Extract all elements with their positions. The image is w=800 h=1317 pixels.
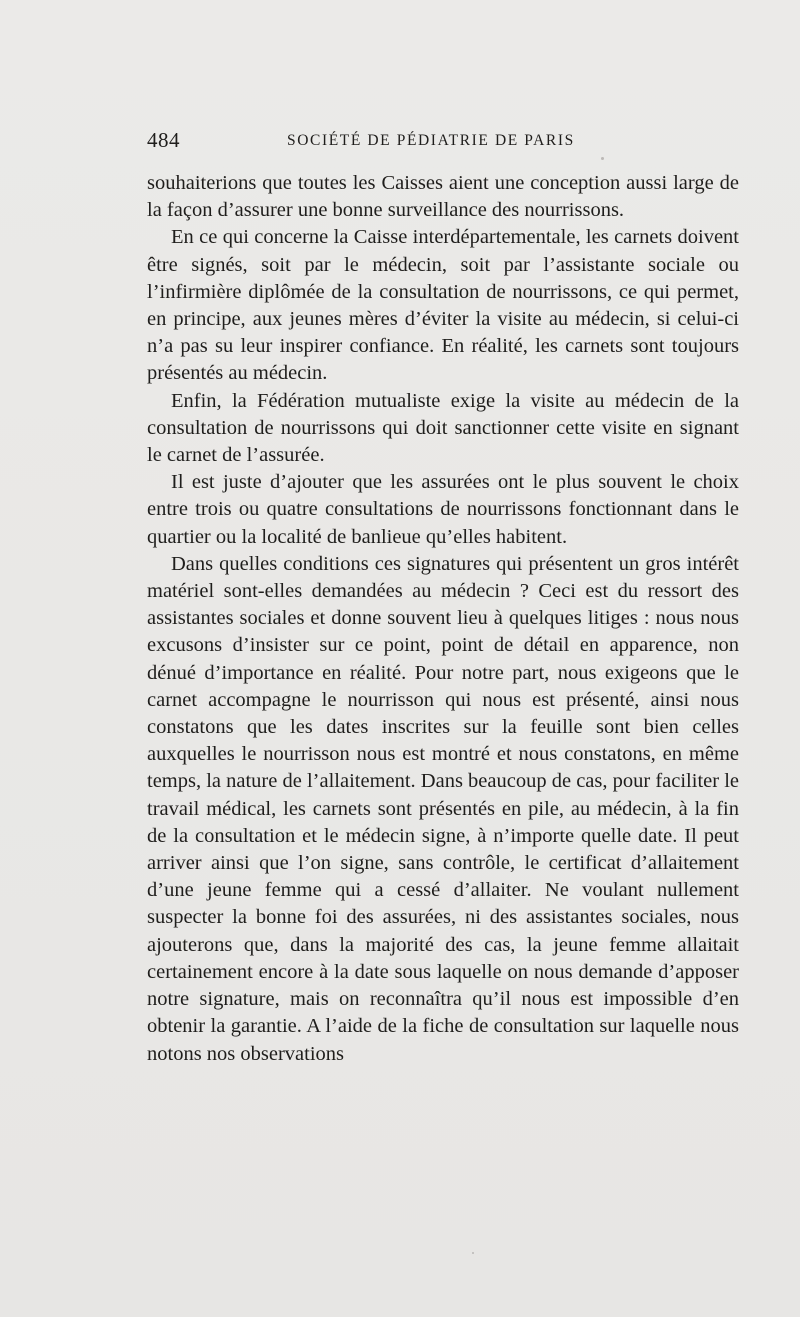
body-text	[147, 170, 739, 1068]
running-title: SOCIÉTÉ DE PÉDIATRIE DE PARIS	[287, 132, 575, 149]
paper-speck	[472, 1252, 474, 1254]
page-number: 484	[147, 128, 180, 152]
page-header	[147, 128, 739, 158]
paper-speck	[601, 157, 604, 160]
paragraph-2: En ce qui concerne la Caisse interdépartementale, les carnets doivent être signés, soit par le médecin, soit par l’assistante sociale ou l’infirmière diplômée de la consultation de nourrissons, ce qui permet, en principe, aux jeunes mères d’éviter la visite au médecin, si celui-ci n’a pas su leur inspirer confiance. En réalité, les carnets sont toujours présentés au médecin.	[147, 226, 739, 385]
paragraph-3: Enfin, la Fédération mutualiste exige la visite au médecin de la consultation de nourrissons qui doit sanctionner cette visite en signant le carnet de l’assurée.	[147, 389, 739, 467]
paragraph-5: Dans quelles conditions ces signatures qui présentent un gros intérêt matériel sont-elles demandées au médecin ? Ceci est du ressort des assistantes sociales et donne souvent lieu à quelques litiges : nous nous excusons d’insister sur ce point, point de détail en apparence, non dénué d’importance en réalité. Pour notre part, nous exigeons que le carnet accompagne le nourrisson qui nous est présenté, ainsi nous constatons que les dates inscrites sur la feuille sont bien celles auxquelles le nourrisson nous est montré et nous constatons, en même temps, la nature de l’allaitement. Dans beaucoup de cas, pour faciliter le travail médical, les carnets sont présentés en pile, au médecin, à la fin de la consultation et le médecin signe, à n’importe quelle date. Il peut arriver ainsi que l’on signe, sans contrôle, le certificat d’allaitement d’une jeune femme qui a cessé d’allaiter. Ne voulant nullement suspecter la bonne foi des assurées, ni des assistantes sociales, nous ajouterons que, dans la majorité des cas, la jeune femme allaitait certainement encore à la date sous laquelle on nous demande d’apposer notre signature, mais on reconnaîtra qu’il nous est impossible d’en obtenir la garantie. A l’aide de la fiche de consultation sur laquelle nous notons nos observations	[147, 552, 739, 1065]
paragraph-4: Il est juste d’ajouter que les assurées ont le plus souvent le choix entre trois ou quatre consultations de nourrissons fonctionnant dans le quartier ou la localité de banlieue qu’elles habitent.	[147, 471, 739, 548]
paragraph-1: souhaiterions que toutes les Caisses aient une conception aussi large de la façon d’assurer une bonne surveillance des nourrissons.	[147, 172, 739, 222]
